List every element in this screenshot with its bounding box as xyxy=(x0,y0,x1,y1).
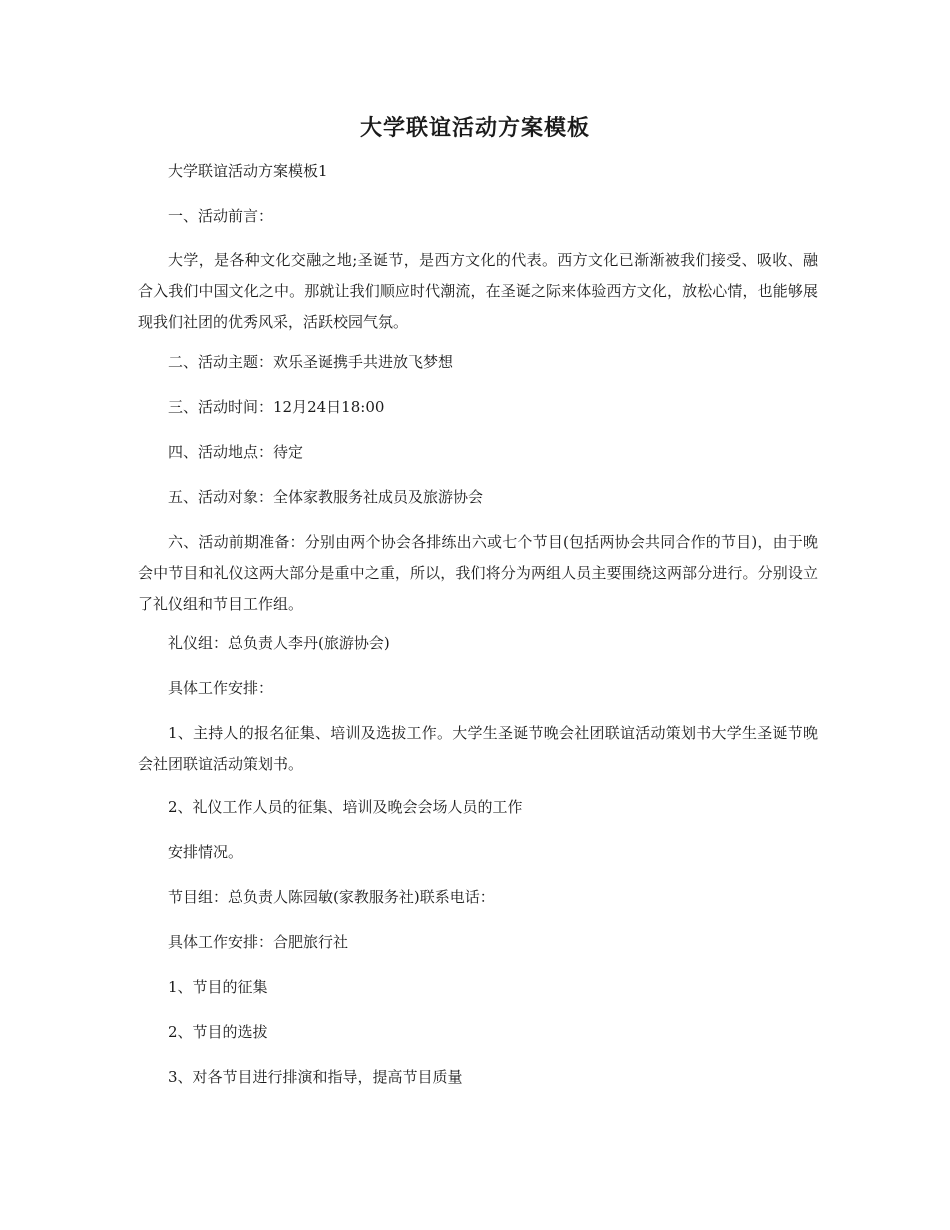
paragraph-preparation: 六、活动前期准备：分别由两个协会各排练出六或七个节目(包括两协会共同合作的节目)，由于晚会中节目和礼仪这两大部分是重中之重，所以，我们将分为两组人员主要围绕这两部分进行。分别设立了礼仪组和节目工作组。 xyxy=(138,533,818,613)
paragraph-audience: 五、活动对象：全体家教服务社成员及旅游协会 xyxy=(168,488,484,506)
paragraph-etiquette-tasks-heading: 具体工作安排： xyxy=(168,679,274,697)
paragraph-section-preface: 一、活动前言： xyxy=(168,207,274,225)
document-title: 大学联谊活动方案模板 xyxy=(359,115,590,141)
paragraph-subtitle: 大学联谊活动方案模板1 xyxy=(168,162,328,180)
paragraph-etiquette-group: 礼仪组：总负责人李丹(旅游协会) xyxy=(168,634,390,652)
paragraph-etiquette-task-1: 1、主持人的报名征集、培训及选拔工作。大学生圣诞节晚会社团联谊活动策划书大学生圣诞节晚会社团联谊活动策划书。 xyxy=(138,724,818,773)
paragraph-location: 四、活动地点：待定 xyxy=(168,443,304,461)
paragraph-program-task-2: 2、节目的选拔 xyxy=(168,1023,268,1041)
paragraph-program-task-3: 3、对各节目进行排演和指导，提高节目质量 xyxy=(168,1068,463,1086)
paragraph-theme: 二、活动主题：欢乐圣诞携手共进放飞梦想 xyxy=(168,353,454,371)
paragraph-time: 三、活动时间：12月24日18:00 xyxy=(168,398,385,416)
paragraph-program-tasks-heading: 具体工作安排：合肥旅行社 xyxy=(168,933,349,951)
paragraph-preface-body: 大学，是各种文化交融之地;圣诞节，是西方文化的代表。西方文化已渐渐被我们接受、吸收、融合入我们中国文化之中。那就让我们顺应时代潮流，在圣诞之际来体验西方文化，放松心情，也能够展现我们社团的优秀风采，活跃校园气氛。 xyxy=(138,251,818,331)
paragraph-arrangement: 安排情况。 xyxy=(168,843,244,861)
paragraph-program-group: 节目组：总负责人陈园敏(家教服务社)联系电话： xyxy=(168,888,495,906)
paragraph-etiquette-task-2: 2、礼仪工作人员的征集、培训及晚会会场人员的工作 xyxy=(168,798,523,816)
paragraph-program-task-1: 1、节目的征集 xyxy=(168,978,268,996)
